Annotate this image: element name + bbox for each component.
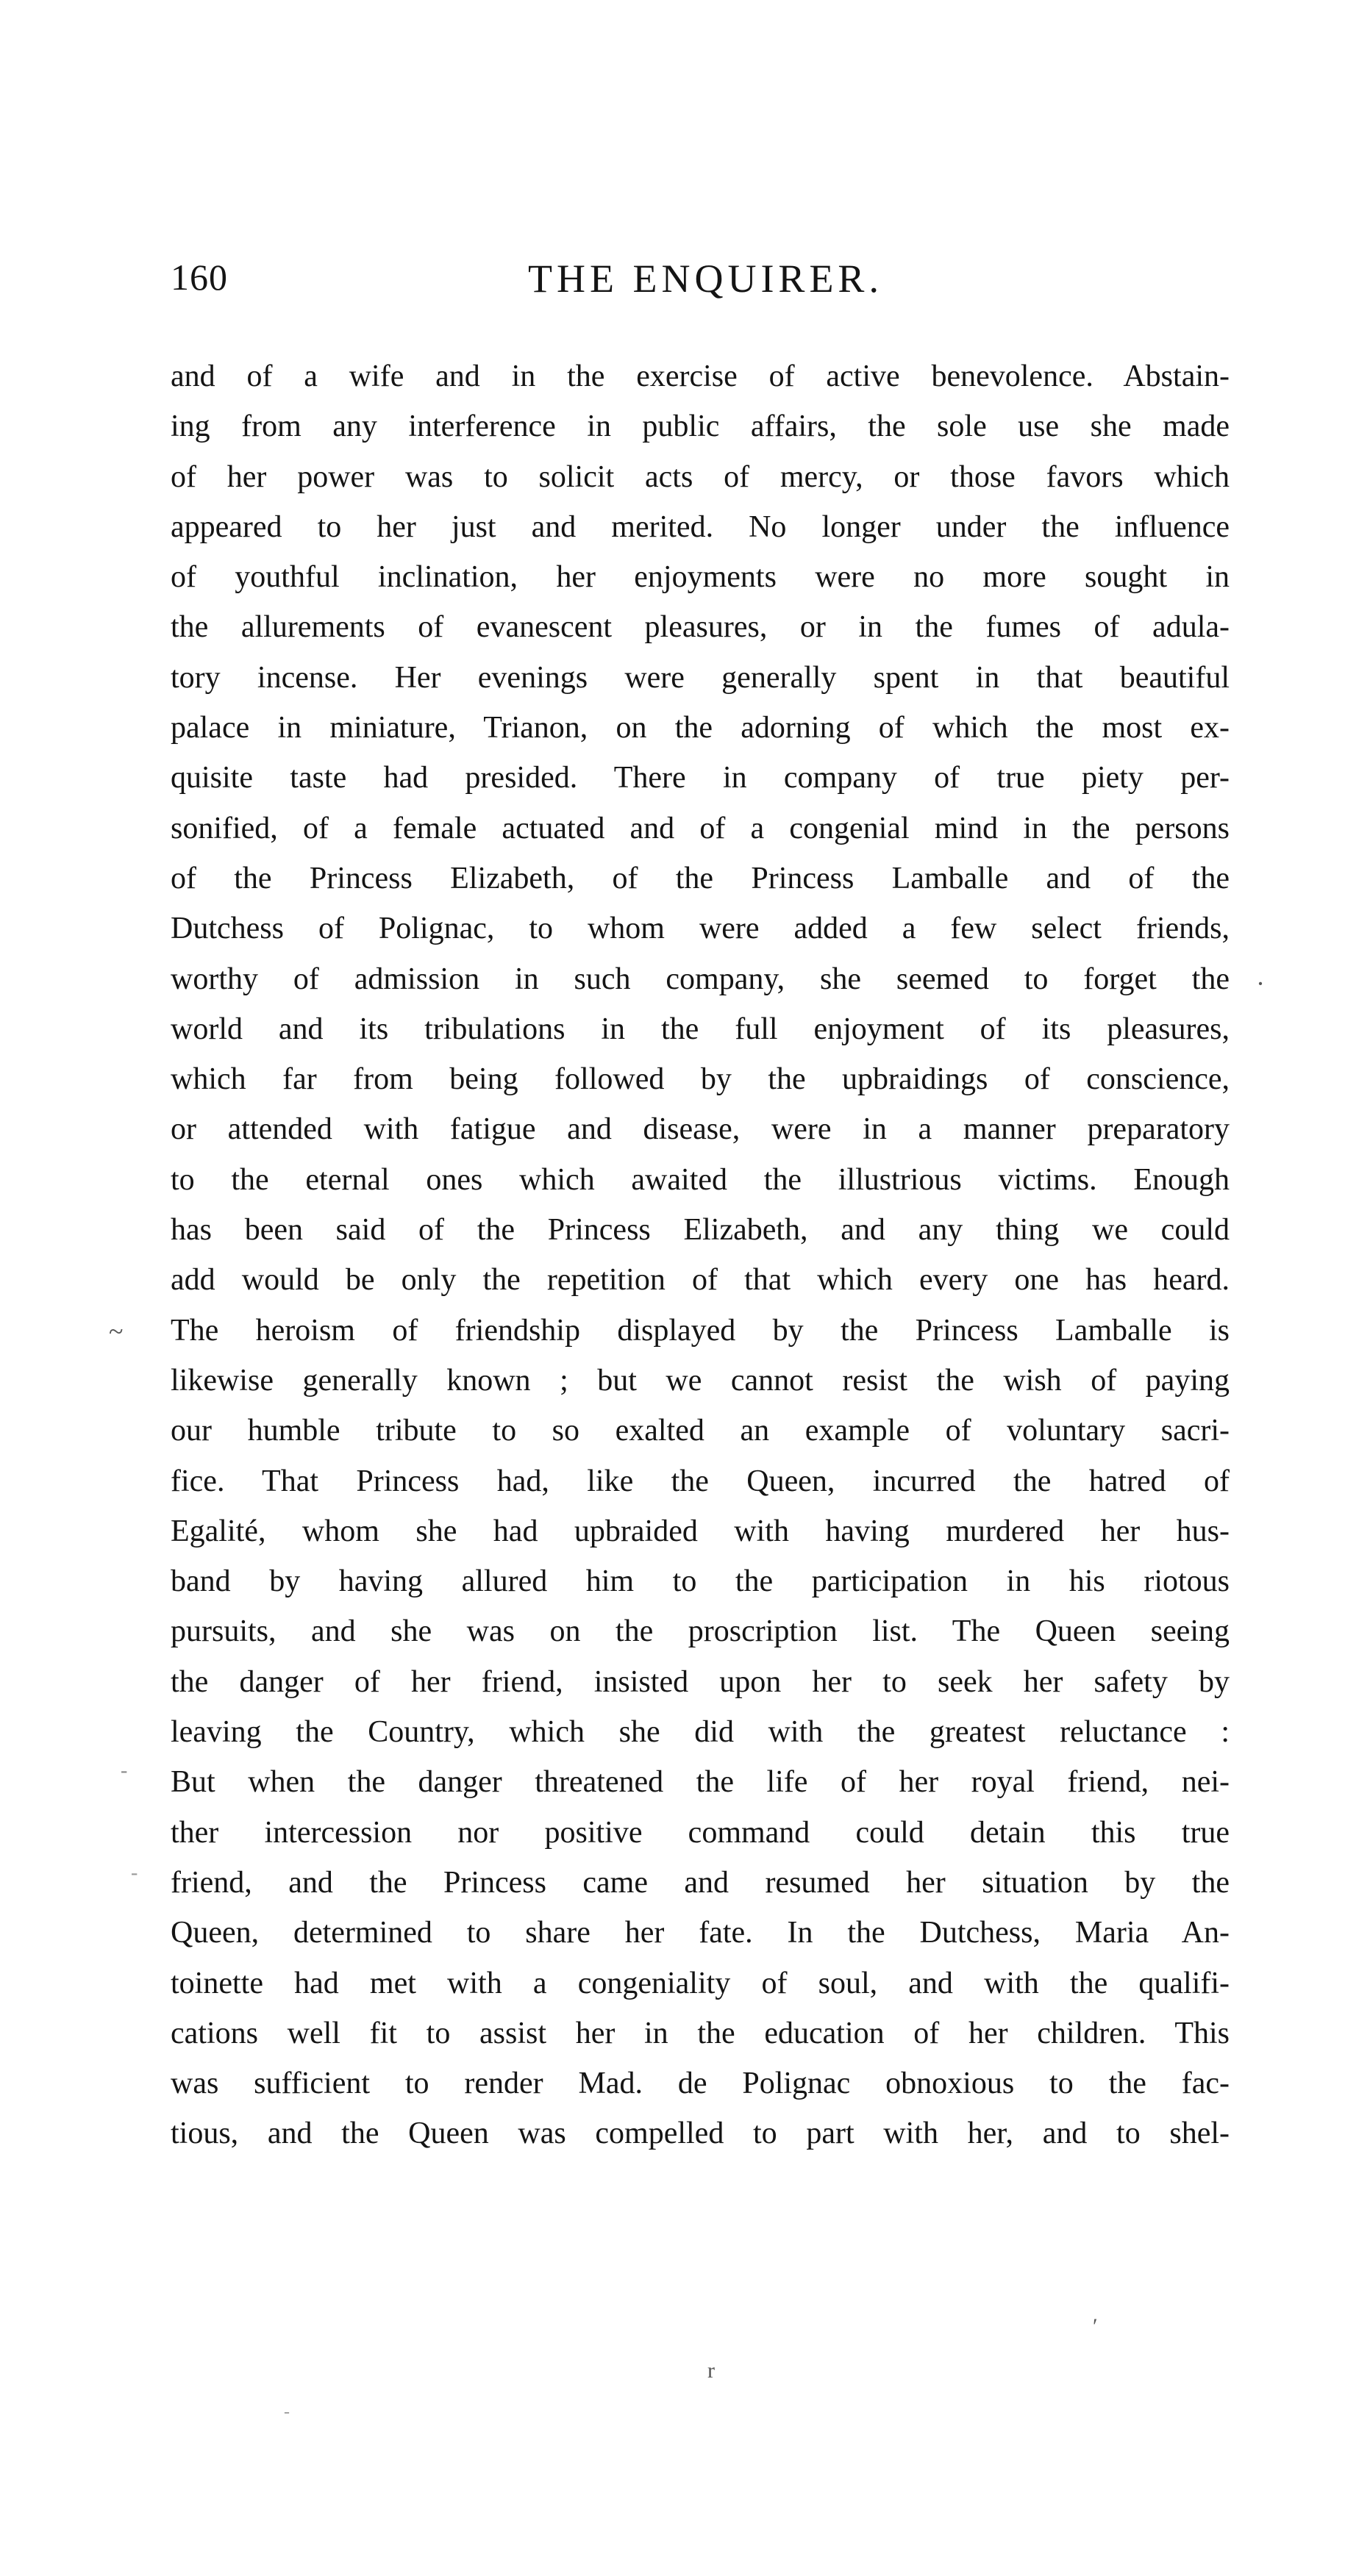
text-line: has been said of the Princess Elizabeth, and any thing we could bbox=[171, 1213, 1230, 1248]
text-line: The heroism of friendship displayed by the Princess Lamballe is bbox=[171, 1313, 1230, 1348]
margin-mark-right: · bbox=[1256, 969, 1265, 998]
text-line: and of a wife and in the exercise of active benevolence. Abstain- bbox=[171, 359, 1230, 393]
text-line: the allurements of evanescent pleasures, or in the fumes of adula- bbox=[171, 610, 1230, 645]
text-line: tious, and the Queen was compelled to part with her, and to shel- bbox=[171, 2117, 1230, 2151]
page-number: 160 bbox=[171, 257, 228, 298]
text-line: fice. That Princess had, like the Queen, incurred the hatred of bbox=[171, 1464, 1230, 1498]
side-dash-1: - bbox=[121, 1759, 128, 1782]
text-line: sonified, of a female actuated and of a congenial mind in the persons bbox=[171, 811, 1230, 845]
text-line: world and its tribulations in the full enjoyment of its pleasures, bbox=[171, 1012, 1230, 1046]
margin-mark-left: ~ bbox=[109, 1317, 124, 1346]
text-line: Queen, determined to share her fate. In the Dutchess, Maria An- bbox=[171, 1916, 1230, 1950]
text-line: the danger of her friend, insisted upon her to seek her safety by bbox=[171, 1664, 1230, 1699]
text-line: pursuits, and she was on the proscription list. The Queen seeing bbox=[171, 1614, 1230, 1649]
text-line: friend, and the Princess came and resumed her situation by the bbox=[171, 1865, 1230, 1900]
text-line: of the Princess Elizabeth, of the Princess Lamballe and of the bbox=[171, 861, 1230, 895]
text-line: Egalité, whom she had upbraided with having murdered her hus- bbox=[171, 1514, 1230, 1548]
footer-mark-3: - bbox=[284, 2403, 290, 2422]
text-line: cations well fit to assist her in the education of her children. This bbox=[171, 2016, 1230, 2050]
text-line: was sufficient to render Mad. de Polignac obnoxious to the fac- bbox=[171, 2067, 1230, 2101]
side-dash-2: - bbox=[131, 1861, 138, 1884]
text-line: add would be only the repetition of that which every one has heard. bbox=[171, 1263, 1230, 1298]
page-header bbox=[171, 256, 1230, 315]
running-head: THE ENQUIRER. bbox=[528, 257, 883, 301]
footer-mark-2: ′ bbox=[1093, 2314, 1098, 2339]
text-line: which far from being followed by the upbraidings of conscience, bbox=[171, 1062, 1230, 1097]
text-line: But when the danger threatened the life of her royal friend, nei- bbox=[171, 1765, 1230, 1800]
text-line: ther intercession nor positive command could detain this true bbox=[171, 1815, 1230, 1850]
text-line: ing from any interference in public affairs, the sole use she made bbox=[171, 409, 1230, 444]
text-line: palace in miniature, Trianon, on the adorning of which the most ex- bbox=[171, 711, 1230, 745]
text-line: of youthful inclination, her enjoyments were no more sought in bbox=[171, 560, 1230, 595]
text-line: Dutchess of Polignac, to whom were added a few select friends, bbox=[171, 912, 1230, 946]
text-line: worthy of admission in such company, she seemed to forget the bbox=[171, 962, 1230, 996]
text-line: appeared to her just and merited. No longer under the influence bbox=[171, 509, 1230, 544]
text-line: likewise generally known ; but we cannot resist the wish of paying bbox=[171, 1363, 1230, 1398]
body-text bbox=[171, 351, 1230, 2159]
text-line: tory incense. Her evenings were generally spent in that beautiful bbox=[171, 660, 1230, 695]
text-line: or attended with fatigue and disease, were in a manner preparatory bbox=[171, 1112, 1230, 1147]
text-line: quisite taste had presided. There in company of true piety per- bbox=[171, 761, 1230, 795]
text-line: leaving the Country, which she did with the greatest reluctance : bbox=[171, 1715, 1230, 1750]
text-line: our humble tribute to so exalted an example of voluntary sacri- bbox=[171, 1414, 1230, 1448]
text-line: toinette had met with a congeniality of soul, and with the qualifi- bbox=[171, 1966, 1230, 2000]
text-line: band by having allured him to the participation in his riotous bbox=[171, 1564, 1230, 1599]
text-line: to the eternal ones which awaited the illustrious victims. Enough bbox=[171, 1162, 1230, 1197]
text-line: of her power was to solicit acts of mercy, or those favors which bbox=[171, 459, 1230, 494]
footer-mark: r bbox=[707, 2358, 715, 2383]
